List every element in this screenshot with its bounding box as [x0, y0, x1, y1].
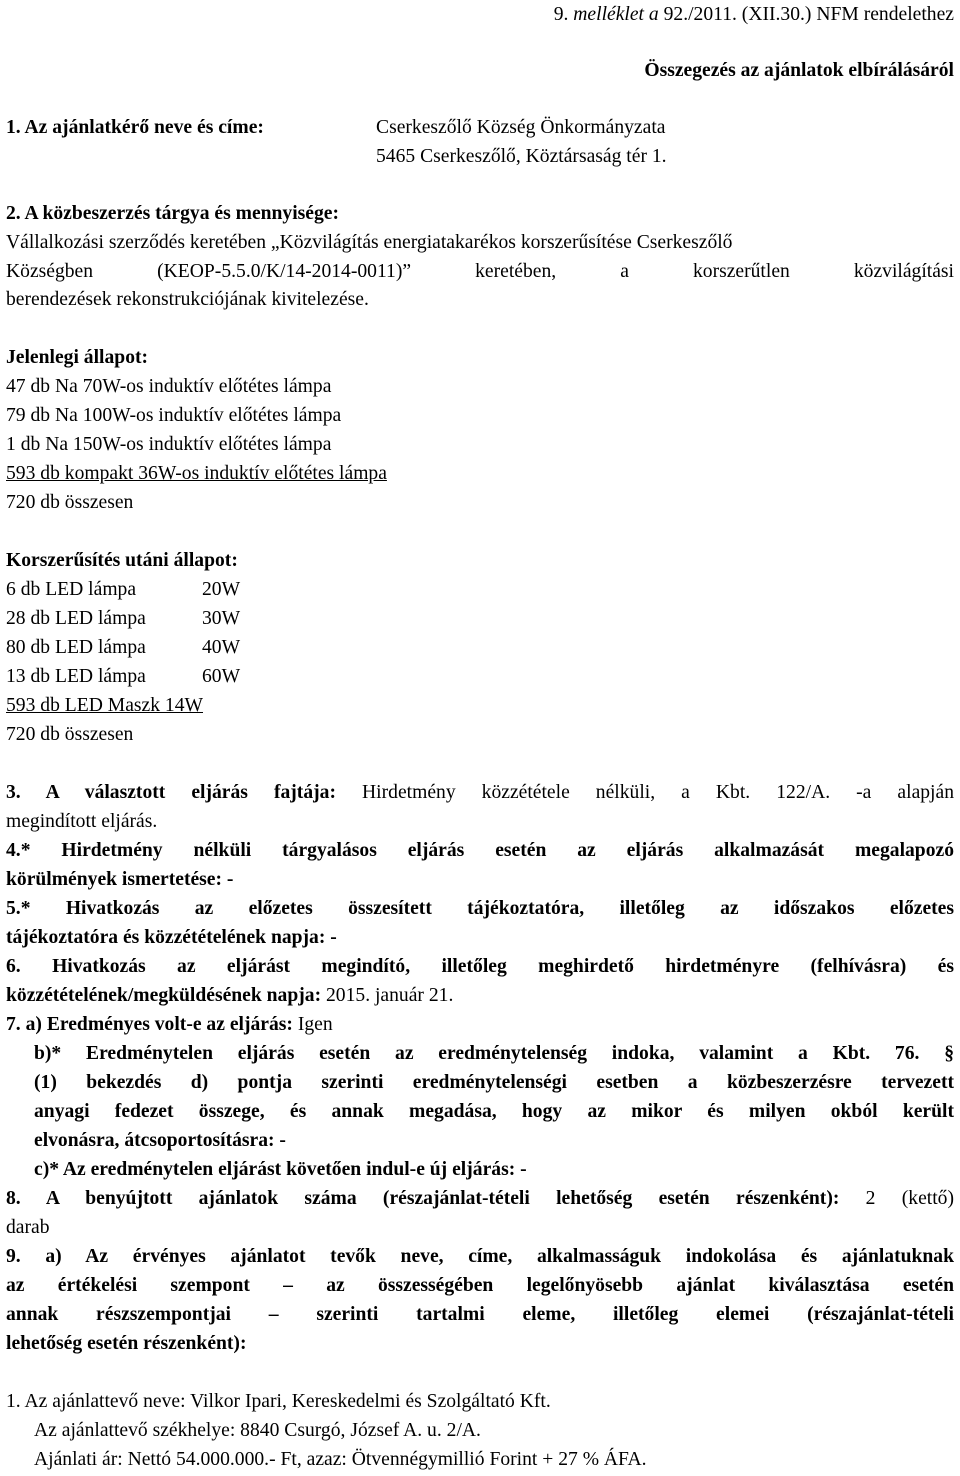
s1-label: 1. Az ajánlatkérő neve és címe: — [6, 117, 264, 138]
s7b-line1: b)* Eredménytelen eljárás esetén az eredménytelenség indoka, valamint a Kbt. 76. § — [34, 1043, 954, 1064]
after-heading: Korszerűsítés utáni állapot: — [6, 550, 238, 571]
document-title: Összegezés az ajánlatok elbírálásáról — [644, 60, 954, 81]
s7b-line4: elvonásra, átcsoportosításra: - — [34, 1130, 286, 1151]
s3-value: Hirdetmény közzététele nélküli, a Kbt. 122/A. -a alapján — [335, 782, 954, 803]
s5-line2: tájékoztatóra és közzétételének napja: - — [6, 927, 337, 948]
s7b-line2: (1) bekezdés d) pontja szerinti eredménytelenségi esetben a közbeszerzésre tervezett — [34, 1072, 954, 1093]
after-item-2-watt: 30W — [202, 608, 241, 629]
current-item-2: 79 db Na 100W-os induktív előtétes lámpa — [6, 405, 342, 426]
s2-line2: Községben (KEOP-5.5.0/K/14-2014-0011)” keretében, a korszerűtlen közvilágítási — [6, 261, 954, 282]
after-item-1-watt: 20W — [202, 579, 241, 600]
annex-reference — [554, 0, 954, 29]
after-item-1 — [6, 575, 241, 604]
after-total: 720 db összesen — [6, 724, 134, 745]
s3-line2: megindított eljárás. — [6, 811, 158, 832]
s9-line3: annak részszempontjai – szerinti tartalmi eleme, illetőleg elemei (részajánlat-tételi — [6, 1304, 954, 1325]
s1-name: Cserkeszőlő Község Önkormányzata — [376, 117, 666, 138]
s7a-value: Igen — [292, 1014, 333, 1035]
s2-line3: berendezések rekonstrukciójának kivitelezése. — [6, 289, 369, 310]
s3-label: 3. A választott eljárás fajtája: — [6, 782, 336, 803]
current-heading: Jelenlegi állapot: — [6, 347, 149, 368]
s6-label: közzétételének/megküldésének napja: — [6, 985, 322, 1006]
s9-line1: 9. a) Az érvényes ajánlatot tevők neve, címe, alkalmasságuk indokolása és ajánlatuknak — [6, 1246, 954, 1267]
current-item-1: 47 db Na 70W-os induktív előtétes lámpa — [6, 376, 332, 397]
after-item-4-watt: 60W — [202, 666, 241, 687]
s6-value: 2015. január 21. — [321, 985, 454, 1006]
after-item-3-watt: 40W — [202, 637, 241, 658]
after-item-2 — [6, 604, 241, 633]
s4-line1: 4.* Hirdetmény nélküli tárgyalásos eljárás esetén az eljárás alkalmazását megalapozó — [6, 840, 954, 861]
bidder1-name: 1. Az ajánlattevő neve: Vilkor Ipari, Kereskedelmi és Szolgáltató Kft. — [6, 1391, 551, 1412]
after-item-4 — [6, 662, 241, 691]
after-item-3 — [6, 633, 241, 662]
s8-label: 8. A benyújtott ajánlatok száma (részajánlat-tételi lehetőség esetén részenként): — [6, 1188, 840, 1209]
s2-line1: Vállalkozási szerződés keretében „Közvilágítás energiatakarékos korszerűsítése Cserkeszőlő — [6, 232, 733, 253]
current-item-3: 1 db Na 150W-os induktív előtétes lámpa — [6, 434, 332, 455]
annex-prefix: 9. — [553, 4, 574, 25]
after-item-3-qty: 80 db LED lámpa — [6, 637, 146, 658]
current-total: 720 db összesen — [6, 492, 134, 513]
s7b-line3: anyagi fedezet összege, és annak megadása, hogy az mikor és milyen okból került — [34, 1101, 954, 1122]
s5-line1: 5.* Hivatkozás az előzetes összesített tájékoztatóra, illetőleg az időszakos előzetes — [6, 898, 954, 919]
bidder1-seat: Az ajánlattevő székhelye: 8840 Csurgó, József A. u. 2/A. — [34, 1420, 481, 1441]
s8-value: 2 (kettő) — [839, 1188, 954, 1209]
after-item-1-qty: 6 db LED lámpa — [6, 579, 137, 600]
s3-line1 — [6, 778, 954, 807]
annex-rest: 92./2011. (XII.30.) NFM rendelethez — [658, 4, 954, 25]
s6-line2 — [6, 981, 453, 1010]
after-item-2-qty: 28 db LED lámpa — [6, 608, 146, 629]
s2-label: 2. A közbeszerzés tárgya és mennyisége: — [6, 203, 340, 224]
s8-line2: darab — [6, 1217, 50, 1238]
s9-line2: az értékelési szempont – az összességében legelőnyösebb ajánlat kiválasztása esetén — [6, 1275, 954, 1296]
s9-line4: lehetőség esetén részenként): — [6, 1333, 247, 1354]
s4-line2: körülmények ismertetése: - — [6, 869, 234, 890]
s7a-line — [6, 1010, 333, 1039]
after-item-4-qty: 13 db LED lámpa — [6, 666, 146, 687]
current-item-4: 593 db kompakt 36W-os induktív előtétes lámpa — [6, 463, 387, 484]
annex-italic: melléklet a — [573, 4, 659, 25]
s7c-line: c)* Az eredménytelen eljárást követően indul-e új eljárás: - — [34, 1159, 527, 1180]
s6-line1: 6. Hivatkozás az eljárást megindító, illetőleg meghirdető hirdetményre (felhívásra) és — [6, 956, 954, 977]
s7a-label: 7. a) Eredményes volt-e az eljárás: — [6, 1014, 293, 1035]
bidder1-price: Ajánlati ár: Nettó 54.000.000.- Ft, azaz: Ötvennégymillió Forint + 27 % ÁFA. — [34, 1449, 647, 1470]
s8-line1 — [6, 1184, 954, 1213]
s1-address: 5465 Cserkeszőlő, Köztársaság tér 1. — [376, 146, 667, 167]
after-mask: 593 db LED Maszk 14W — [6, 695, 203, 716]
